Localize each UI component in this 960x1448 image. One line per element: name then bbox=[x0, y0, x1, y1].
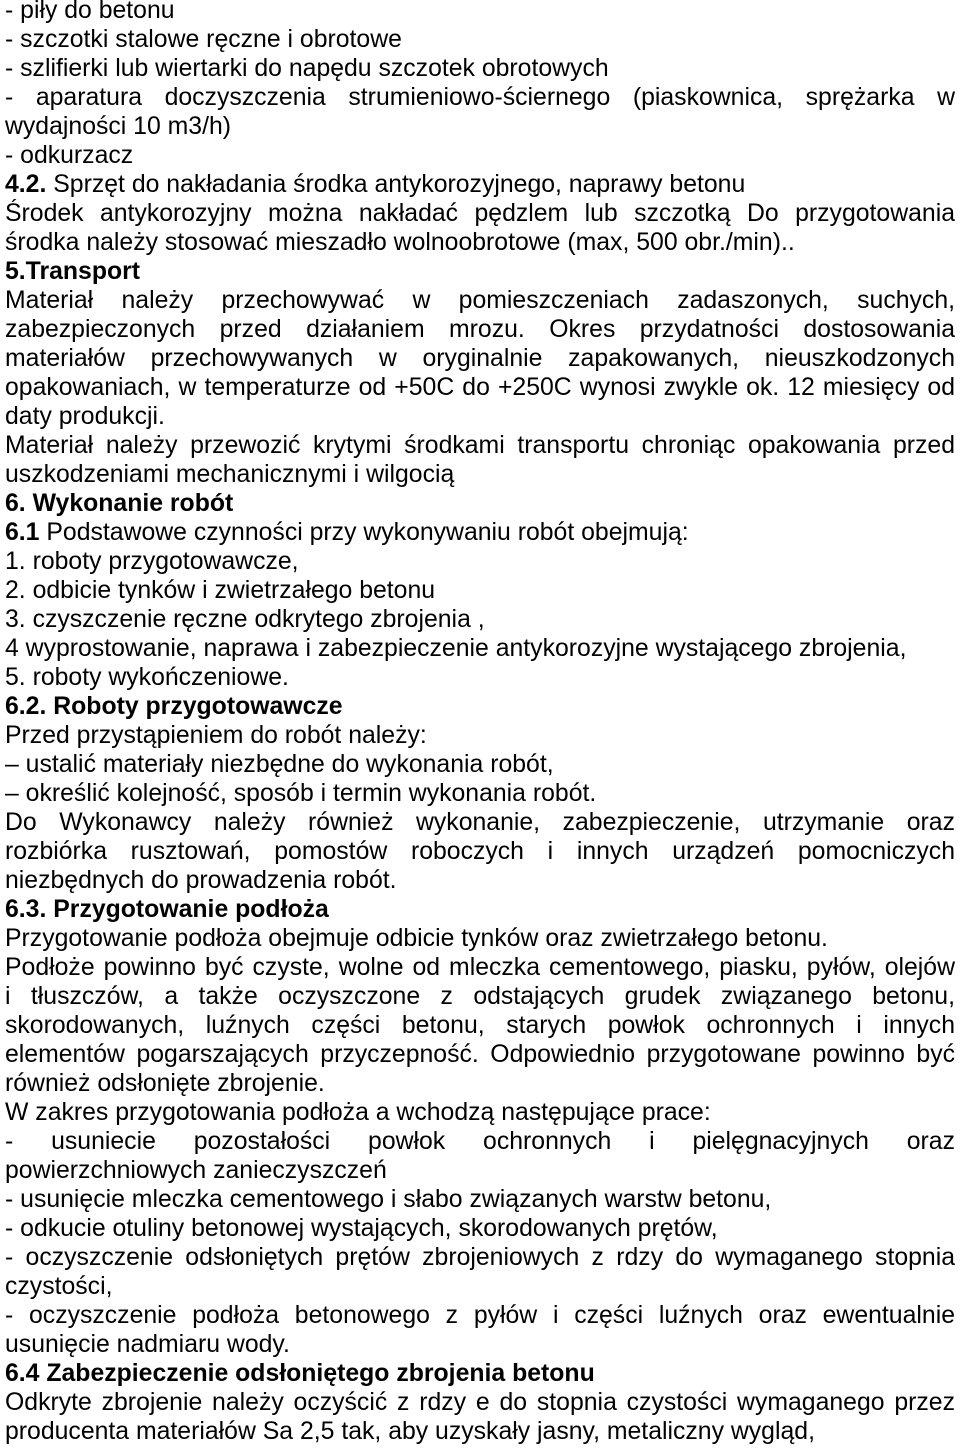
list-item: powierzchniowych zanieczyszczeń bbox=[5, 1157, 387, 1184]
subsection-heading bbox=[5, 518, 955, 547]
section-title: Sprzęt do nakładania środka antykorozyjnego, naprawy betonu bbox=[53, 171, 746, 198]
paragraph-line: uszkodzeniami mechanicznymi i wilgocią bbox=[5, 461, 455, 488]
paragraph-line: środka należy stosować mieszadło wolnoobrotowe (max, 500 obr./min).. bbox=[5, 229, 795, 256]
paragraph-line: producenta materiałów Sa 2,5 tak, aby uzyskały jasny, metaliczny wygląd, bbox=[5, 1418, 815, 1445]
list-item: wydajności 10 m3/h) bbox=[5, 113, 232, 140]
list-item: - odkucie otuliny betonowej wystających, skorodowanych prętów, bbox=[5, 1215, 718, 1242]
list-item: - usuniecie pozostałości powłok ochronnych i pielęgnacyjnych oraz bbox=[5, 1128, 955, 1155]
paragraph-line: zabezpieczonych przed działaniem mrozu. Okres przydatności dostosowania bbox=[5, 316, 955, 343]
paragraph-line: Materiał należy przechowywać w pomieszczeniach zadaszonych, suchych, bbox=[5, 287, 955, 314]
paragraph-line: Odkryte zbrojenie należy oczyścić z rdzy e do stopnia czystości wymaganego przez bbox=[5, 1389, 955, 1416]
list-item: - odkurzacz bbox=[5, 142, 134, 169]
section-4-2 bbox=[5, 170, 955, 257]
section-heading: 5.Transport bbox=[5, 258, 141, 285]
paragraph-line: Przygotowanie podłoża obejmuje odbicie tynków oraz zwietrzałego betonu. bbox=[5, 925, 828, 952]
subsection-heading: 6.2. Roboty przygotowawcze bbox=[5, 693, 343, 720]
list-item: czystości, bbox=[5, 1273, 113, 1300]
list-item: - szczotki stalowe ręczne i obrotowe bbox=[5, 26, 402, 53]
list-item: 1. roboty przygotowawcze, bbox=[5, 548, 299, 575]
paragraph-line: Przed przystąpieniem do robót należy: bbox=[5, 722, 427, 749]
section-title: Podstawowe czynności przy wykonywaniu robót obejmują: bbox=[46, 519, 689, 546]
paragraph-line: elementów pogarszających przyczepność. Odpowiednio przygotowane powinno być bbox=[5, 1041, 955, 1068]
paragraph-line: Podłoże powinno być czyste, wolne od mleczka cementowego, piasku, pyłów, olejów bbox=[5, 954, 955, 981]
subsection-6-2 bbox=[5, 692, 955, 895]
list-item: - aparatura doczyszczenia strumieniowo-ściernego (piaskownica, sprężarka w bbox=[5, 84, 955, 111]
paragraph-line: Środek antykorozyjny można nakładać pędzlem lub szczotką Do przygotowania bbox=[5, 200, 955, 227]
section-heading bbox=[5, 170, 955, 199]
list-item: 3. czyszczenie ręczne odkrytego zbrojenia , bbox=[5, 606, 485, 633]
paragraph-line: Materiał należy przewozić krytymi środkami transportu chroniąc opakowania przed bbox=[5, 432, 955, 459]
section-number: 6.1 bbox=[5, 519, 40, 546]
list-item: – ustalić materiały niezbędne do wykonania robót, bbox=[5, 751, 554, 778]
paragraph-line: W zakres przygotowania podłoża a wchodzą następujące prace: bbox=[5, 1099, 711, 1126]
list-item: – określić kolejność, sposób i termin wykonania robót. bbox=[5, 780, 597, 807]
paragraph-line: rozbiórka rusztowań, pomostów roboczych i innych urządzeń pomocniczych bbox=[5, 838, 955, 865]
paragraph-line: i tłuszczów, a także oczyszczone z odstających grudek związanego betonu, bbox=[5, 983, 955, 1010]
list-item: - szlifierki lub wiertarki do napędu szczotek obrotowych bbox=[5, 55, 609, 82]
paragraph-line: daty produkcji. bbox=[5, 403, 165, 430]
paragraph-line: również odsłonięte zbrojenie. bbox=[5, 1070, 325, 1097]
list-item: usunięcie nadmiaru wody. bbox=[5, 1331, 290, 1358]
section-number: 4.2. bbox=[5, 171, 47, 198]
list-item: 5. roboty wykończeniowe. bbox=[5, 664, 289, 691]
subsection-6-1 bbox=[5, 518, 955, 692]
subsection-heading: 6.4 Zabezpieczenie odsłoniętego zbrojenia betonu bbox=[5, 1360, 595, 1387]
document-page bbox=[5, 0, 955, 1446]
list-item: 2. odbicie tynków i zwietrzałego betonu bbox=[5, 577, 436, 604]
paragraph-line: materiałów przechowywanych w oryginalnie zapakowanych, nieuszkodzonych bbox=[5, 345, 955, 372]
subsection-heading: 6.3. Przygotowanie podłoża bbox=[5, 896, 329, 923]
list-item: - oczyszczenie odsłoniętych prętów zbrojeniowych z rdzy do wymaganego stopnia bbox=[5, 1244, 955, 1271]
section-6 bbox=[5, 489, 955, 1446]
list-item: - oczyszczenie podłoża betonowego z pyłów i części luźnych oraz ewentualnie bbox=[5, 1302, 955, 1329]
subsection-6-3 bbox=[5, 895, 955, 1359]
paragraph-line: niezbędnych do prowadzenia robót. bbox=[5, 867, 397, 894]
paragraph-line: Do Wykonawcy należy również wykonanie, zabezpieczenie, utrzymanie oraz bbox=[5, 809, 955, 836]
paragraph-line: opakowaniach, w temperaturze od +50C do +250C wynosi zwykle ok. 12 miesięcy od bbox=[5, 374, 955, 401]
list-item: - usunięcie mleczka cementowego i słabo związanych warstw betonu, bbox=[5, 1186, 772, 1213]
list-item: - piły do betonu bbox=[5, 0, 175, 24]
section-heading: 6. Wykonanie robót bbox=[5, 490, 234, 517]
subsection-6-4 bbox=[5, 1359, 955, 1446]
paragraph-line: skorodowanych, luźnych części betonu, starych powłok ochronnych i innych bbox=[5, 1012, 955, 1039]
equipment-list bbox=[5, 0, 955, 170]
section-5 bbox=[5, 257, 955, 489]
list-item: 4 wyprostowanie, naprawa i zabezpieczenie antykorozyjne wystającego zbrojenia, bbox=[5, 635, 907, 662]
